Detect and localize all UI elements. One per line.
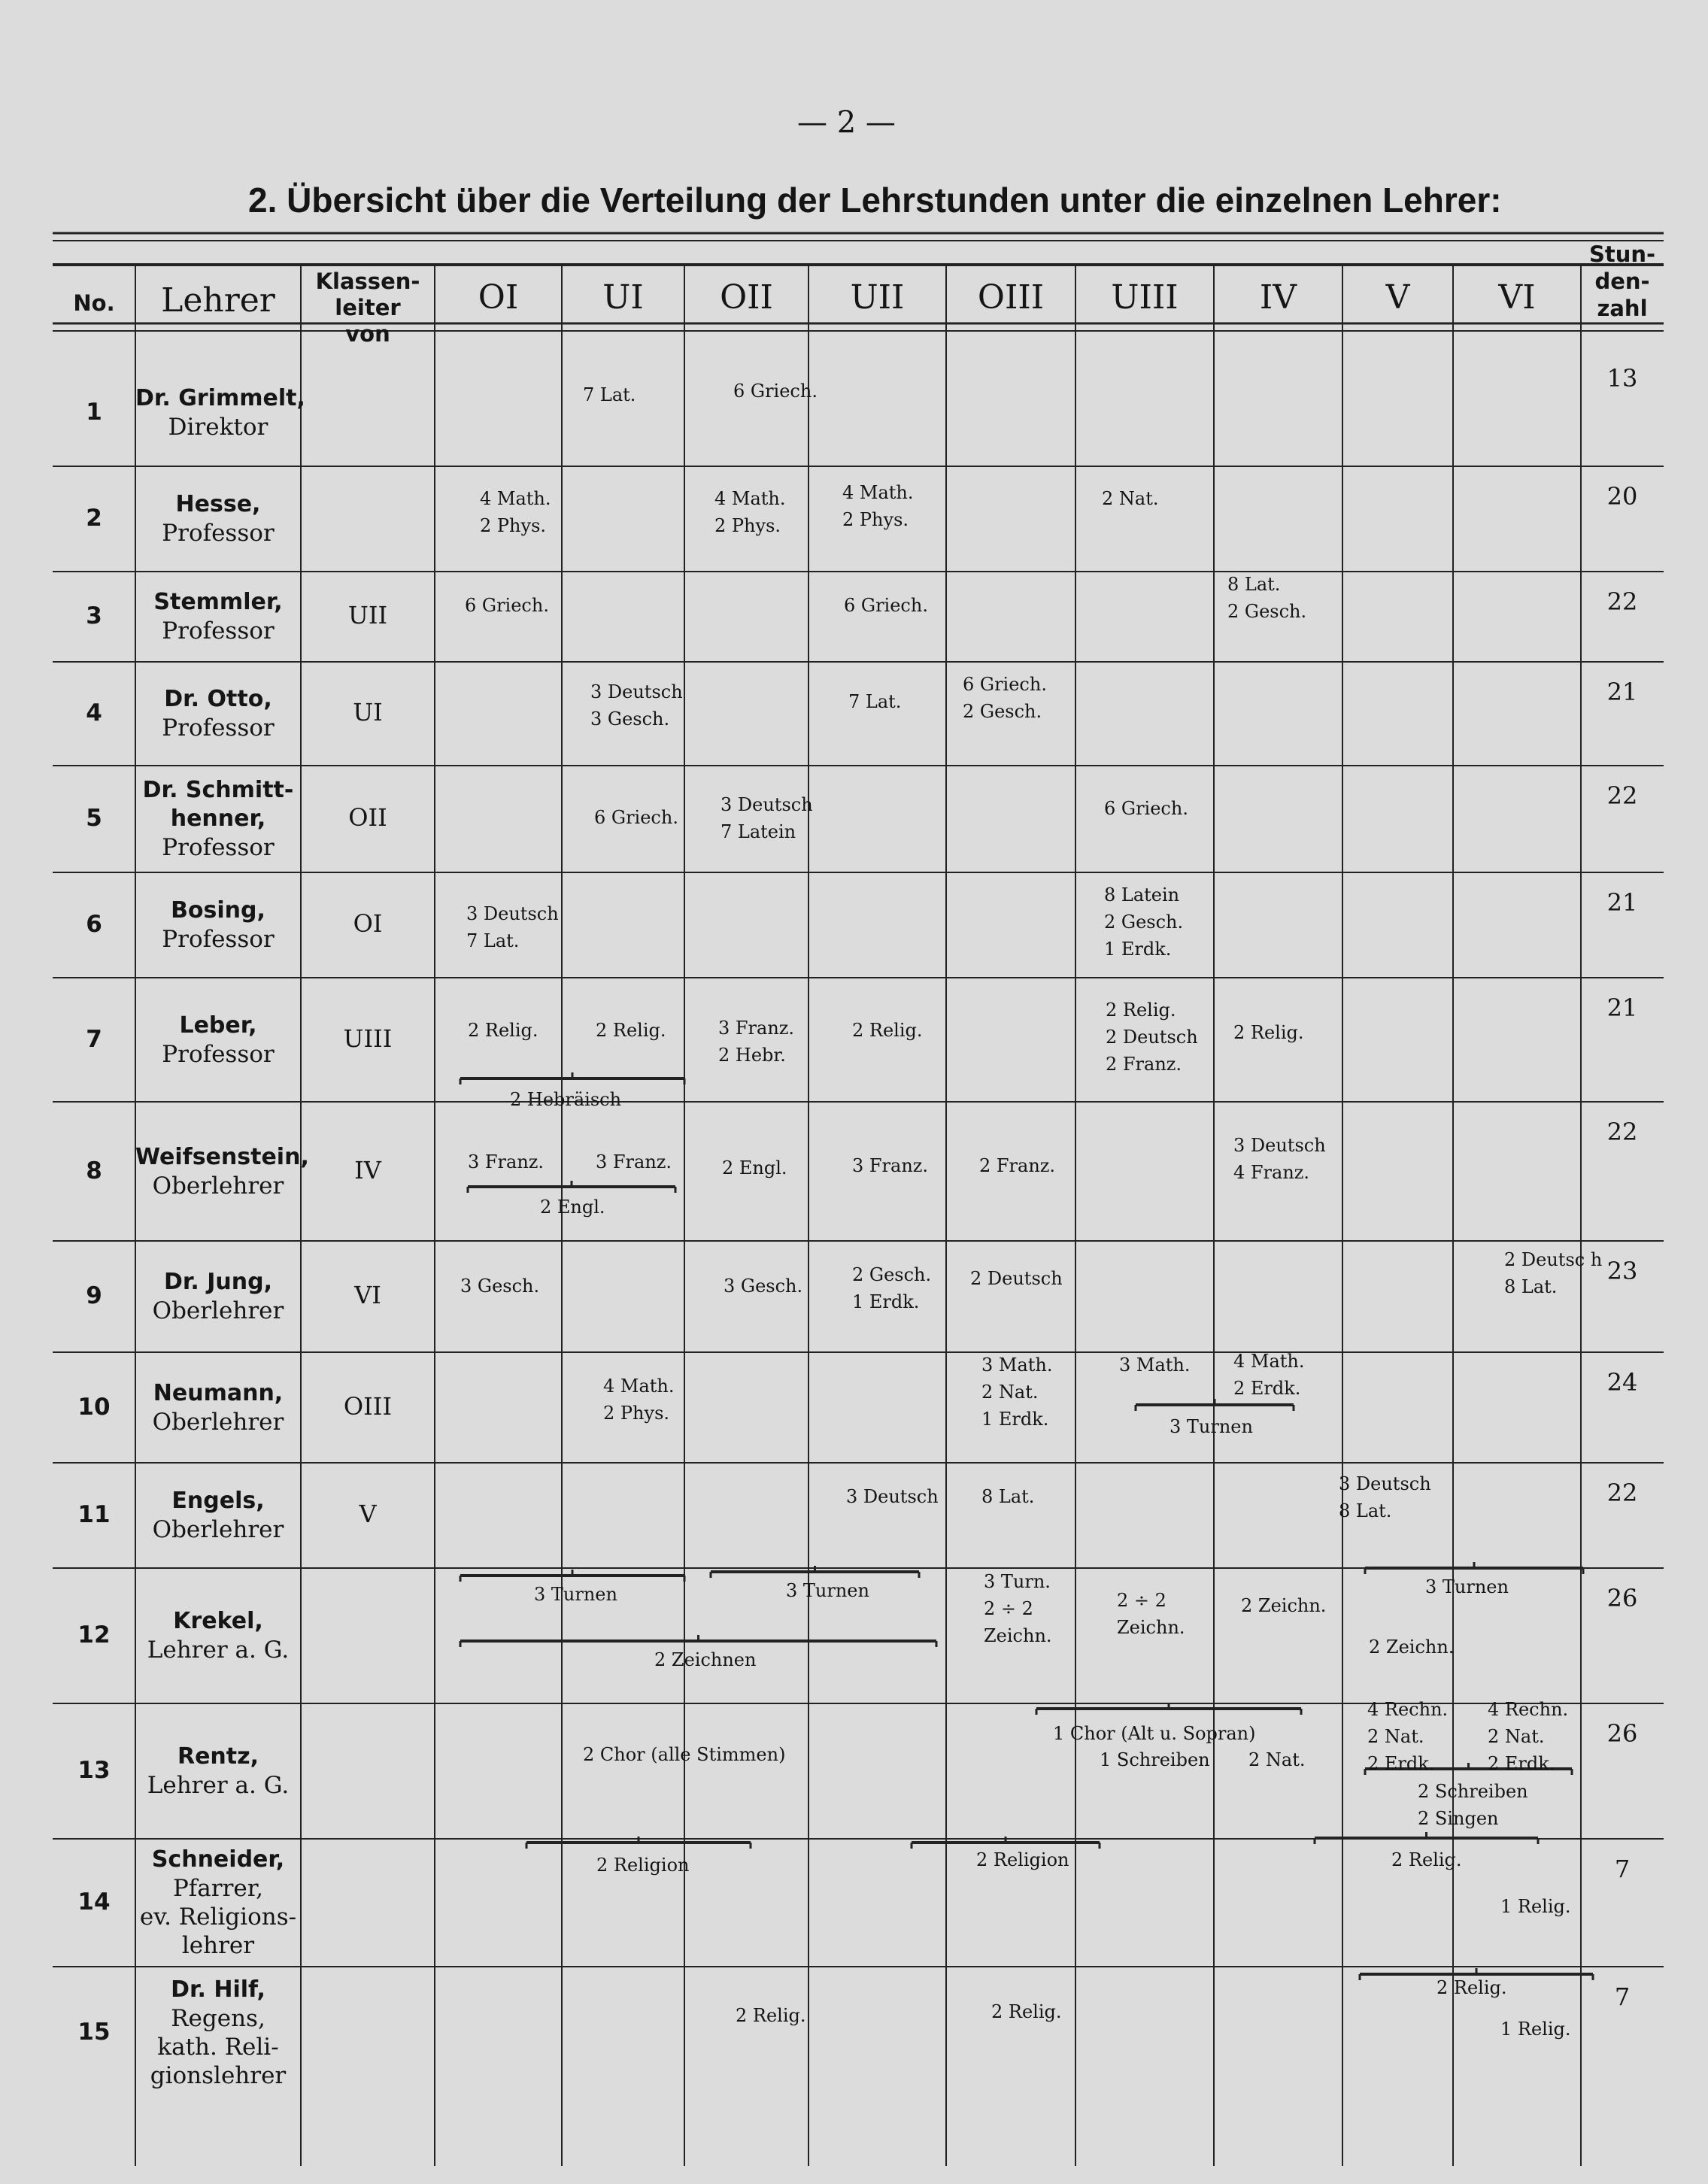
lesson-entry: 2 Gesch. — [963, 701, 1042, 722]
header-class-oi: OI — [478, 278, 519, 317]
lesson-entry: 1 Erdk. — [981, 1409, 1049, 1430]
lesson-entry: 2 Engl. — [540, 1197, 605, 1218]
header-class-v: V — [1385, 278, 1410, 317]
lesson-entry: 7 Latein — [721, 821, 796, 842]
lesson-entry: 2 Nat. — [1102, 488, 1159, 509]
klassenleiter: UIII — [343, 1024, 393, 1053]
row-number: 2 — [86, 505, 102, 532]
teacher-title: kath. Reli- — [157, 2033, 279, 2061]
row-number: 4 — [86, 699, 102, 726]
lesson-entry: 2 Zeichn. — [1241, 1595, 1327, 1616]
row-number: 9 — [86, 1282, 102, 1309]
lesson-entry: 6 Griech. — [963, 674, 1047, 695]
row-number: 3 — [86, 602, 102, 629]
row-number: 8 — [86, 1157, 102, 1185]
lesson-entry: 2 Relig. — [736, 2005, 806, 2026]
teacher-name: Leber, — [179, 1012, 257, 1039]
teacher-name: Stemmler, — [153, 589, 283, 615]
row-number: 7 — [86, 1025, 102, 1053]
total-hours: 22 — [1606, 781, 1638, 810]
teacher-name: Weifsenstein, — [135, 1143, 309, 1170]
lesson-entry: 8 Lat. — [1504, 1276, 1558, 1297]
teacher-title: Oberlehrer — [152, 1408, 284, 1436]
lesson-entry: Zeichn. — [1117, 1617, 1185, 1638]
teacher-title: Direktor — [168, 414, 268, 441]
lesson-entry: Zeichn. — [984, 1625, 1052, 1646]
teacher-title: gionslehrer — [150, 2061, 287, 2089]
header-klassenleiter: von — [345, 321, 390, 347]
lesson-entry: 4 Math. — [480, 488, 551, 509]
lesson-entry: 1 Relig. — [1500, 2019, 1571, 2040]
teacher-title: ev. Religions- — [139, 1903, 297, 1931]
teacher-title: Oberlehrer — [152, 1516, 284, 1543]
header-stundenzahl: zahl — [1597, 296, 1648, 321]
teacher-name: Dr. Hilf, — [171, 1976, 265, 2003]
teacher-name: Engels, — [171, 1488, 265, 1514]
lesson-entry: 8 Lat. — [981, 1486, 1035, 1507]
row-number: 15 — [77, 2018, 111, 2046]
lesson-entry: 2 Erdk. — [1367, 1753, 1435, 1774]
klassenleiter: OII — [348, 803, 387, 832]
lesson-entry: 6 Griech. — [733, 381, 818, 402]
header-class-vi: VI — [1498, 278, 1536, 317]
total-hours: 7 — [1614, 1855, 1631, 1883]
page-number: — 2 — — [797, 105, 896, 140]
total-hours: 13 — [1606, 364, 1638, 393]
teacher-title: Professor — [162, 834, 275, 861]
row-number: 14 — [77, 1888, 111, 1916]
header-class-ui: UI — [602, 278, 644, 317]
lesson-entry: 2 Hebräisch — [510, 1089, 622, 1110]
total-hours: 26 — [1606, 1719, 1638, 1748]
lesson-entry: 2 Erdk. — [1488, 1753, 1555, 1774]
total-hours: 26 — [1606, 1584, 1638, 1612]
teacher-name: Dr. Jung, — [163, 1269, 272, 1295]
row-number: 1 — [86, 399, 102, 426]
total-hours: 23 — [1606, 1257, 1638, 1285]
header-class-oii: OII — [720, 278, 773, 317]
lesson-entry: 2 Engl. — [722, 1157, 787, 1178]
teacher-title: Professor — [162, 617, 275, 645]
lesson-entry: 2 Relig. — [991, 2001, 1062, 2022]
lesson-entry: 2 Phys. — [842, 509, 909, 530]
lesson-entry: 3 Franz. — [468, 1151, 545, 1172]
teacher-name: henner, — [170, 805, 266, 832]
row-number: 13 — [77, 1757, 111, 1784]
lesson-entry: 2 Nat. — [981, 1382, 1039, 1403]
lesson-entry: 3 Franz. — [596, 1151, 672, 1172]
lesson-entry: 4 Franz. — [1233, 1162, 1310, 1183]
klassenleiter: VI — [354, 1281, 381, 1309]
klassenleiter: OI — [353, 909, 383, 938]
teacher-title: Lehrer a. G. — [147, 1772, 290, 1799]
total-hours: 21 — [1606, 993, 1638, 1022]
lesson-entry: 2 Religion — [976, 1849, 1069, 1870]
header-class-uii: UII — [850, 278, 905, 317]
row-number: 10 — [77, 1393, 111, 1421]
total-hours: 22 — [1606, 587, 1638, 616]
lesson-entry: 1 Erdk. — [1104, 939, 1172, 960]
teacher-name: Krekel, — [173, 1608, 263, 1634]
total-hours: 21 — [1606, 678, 1638, 706]
lesson-entry: 3 Franz. — [718, 1018, 795, 1039]
lesson-entry: 3 Gesch. — [724, 1276, 803, 1297]
teacher-name: Neumann, — [153, 1379, 284, 1406]
lesson-entry: 2 Gesch. — [1227, 601, 1307, 622]
total-hours: 22 — [1606, 1479, 1638, 1507]
lesson-entry: 7 Lat. — [583, 384, 636, 405]
lesson-entry: 2 Chor (alle Stimmen) — [583, 1744, 786, 1765]
header-stundenzahl: Stun- — [1588, 241, 1656, 267]
lesson-entry: 3 Gesch. — [460, 1276, 540, 1297]
lesson-entry: 2 Relig. — [1106, 999, 1176, 1021]
lesson-entry: 6 Griech. — [844, 595, 928, 616]
teacher-name: Dr. Otto, — [164, 686, 272, 712]
lesson-entry: 4 Rechn. — [1488, 1699, 1569, 1720]
row-number: 12 — [77, 1621, 111, 1649]
lesson-entry: 4 Rechn. — [1367, 1699, 1449, 1720]
lesson-entry: 2 ÷ 2 — [984, 1598, 1033, 1619]
lesson-entry: 3 Math. — [1119, 1354, 1191, 1376]
row-number: 11 — [77, 1501, 111, 1528]
klassenleiter: IV — [354, 1155, 381, 1185]
teacher-title: Pfarrer, — [172, 1875, 264, 1902]
lesson-entry: 2 Religion — [596, 1855, 690, 1876]
row-number: 6 — [86, 911, 102, 938]
header-class-iv: IV — [1259, 278, 1297, 317]
lesson-entry: 2 Deutsc h — [1504, 1249, 1603, 1270]
lesson-entry: 2 Franz. — [1106, 1054, 1182, 1075]
total-hours: 22 — [1606, 1118, 1638, 1146]
lesson-entry: 3 Gesch. — [590, 708, 670, 730]
header-class-uiii: UIII — [1111, 278, 1179, 317]
lesson-entry: 2 Nat. — [1488, 1726, 1545, 1747]
teacher-name: Hesse, — [175, 491, 261, 517]
lesson-entry: 2 Erdk. — [1233, 1378, 1301, 1399]
teacher-title: Oberlehrer — [152, 1297, 284, 1324]
lesson-entry: 4 Math. — [603, 1376, 675, 1397]
lesson-entry: 2 Gesch. — [852, 1264, 932, 1285]
teacher-title: Professor — [162, 1040, 275, 1068]
header-lehrer: Lehrer — [161, 281, 275, 320]
teacher-title: Oberlehrer — [152, 1172, 284, 1200]
lesson-entry: 3 Deutsch — [1339, 1473, 1431, 1494]
page-title: 2. Übersicht über die Verteilung der Lehrstunden unter die einzelnen Lehrer: — [248, 180, 1502, 220]
lesson-entry: 2 Phys. — [603, 1403, 670, 1424]
teacher-name: Dr. Schmitt- — [142, 777, 294, 803]
header-stundenzahl: den- — [1594, 268, 1650, 294]
lesson-entry: 8 Latein — [1104, 884, 1180, 905]
lesson-entry: 7 Lat. — [466, 930, 520, 951]
lesson-entry: 2 Deutsch — [970, 1268, 1063, 1289]
klassenleiter: OIII — [343, 1391, 393, 1421]
lesson-entry: 2 ÷ 2 — [1117, 1590, 1166, 1611]
row-number: 5 — [86, 805, 102, 832]
klassenleiter: UI — [353, 698, 383, 726]
teacher-name: Rentz, — [177, 1743, 259, 1770]
lesson-entry: 2 Hebr. — [718, 1045, 786, 1066]
lesson-entry: 2 Relig. — [1391, 1849, 1462, 1870]
lesson-entry: 3 Turnen — [786, 1580, 869, 1601]
total-hours: 7 — [1614, 1982, 1631, 2011]
lesson-entry: 1 Schreiben — [1100, 1749, 1210, 1770]
total-hours: 21 — [1606, 888, 1638, 917]
teacher-title: Professor — [162, 926, 275, 953]
lesson-entry: 3 Math. — [981, 1354, 1053, 1376]
teacher-title: Professor — [162, 714, 275, 742]
lesson-entry: 1 Erdk. — [852, 1291, 920, 1312]
lesson-entry: 2 Franz. — [979, 1155, 1056, 1176]
lesson-entry: 2 Relig. — [1436, 1977, 1507, 1998]
lesson-entry: 2 Zeichn. — [1369, 1636, 1455, 1658]
klassenleiter: UII — [347, 601, 388, 629]
lesson-entry: 2 Gesch. — [1104, 912, 1184, 933]
teacher-title: Professor — [162, 520, 275, 547]
lesson-entry: 4 Math. — [842, 482, 914, 503]
teacher-title: Regens, — [171, 2004, 265, 2032]
total-hours: 20 — [1606, 482, 1638, 511]
lesson-entry: 8 Lat. — [1339, 1500, 1392, 1521]
lesson-entry: 2 Nat. — [1248, 1749, 1306, 1770]
lesson-entry: 3 Deutsch — [590, 681, 683, 702]
lesson-entry: 7 Lat. — [848, 691, 902, 712]
header-klassenleiter: Klassen- — [315, 268, 420, 294]
lesson-entry: 6 Griech. — [465, 595, 549, 616]
lesson-entry: 2 Nat. — [1367, 1726, 1424, 1747]
teacher-name: Schneider, — [151, 1846, 285, 1873]
lesson-entry: 2 Phys. — [480, 515, 547, 536]
lesson-entry: 2 Deutsch — [1106, 1027, 1198, 1048]
lesson-entry: 3 Turn. — [984, 1571, 1051, 1592]
lesson-entry: 3 Deutsch — [846, 1486, 939, 1507]
header-no: No. — [73, 290, 115, 316]
lesson-entry: 3 Turnen — [1425, 1576, 1509, 1597]
teacher-title: Lehrer a. G. — [147, 1636, 290, 1664]
lesson-entry: 1 Relig. — [1500, 1896, 1571, 1917]
lesson-entry: 2 Schreiben — [1418, 1781, 1528, 1802]
lesson-entry: 2 Relig. — [468, 1020, 538, 1041]
lesson-entry: 6 Griech. — [594, 807, 678, 828]
lesson-entry: 3 Deutsch — [1233, 1135, 1326, 1156]
header-class-oiii: OIII — [977, 278, 1045, 317]
teacher-title: lehrer — [181, 1932, 255, 1959]
lesson-entry: 3 Deutsch — [466, 903, 559, 924]
lesson-entry: 4 Math. — [1233, 1351, 1305, 1372]
lesson-entry: 2 Relig. — [1233, 1022, 1304, 1043]
teacher-name: Bosing, — [171, 897, 265, 924]
lesson-entry: 2 Zeichnen — [654, 1649, 757, 1670]
lesson-entry: 2 Relig. — [852, 1020, 923, 1041]
lesson-entry: 3 Deutsch — [721, 794, 813, 815]
lesson-entry: 3 Franz. — [852, 1155, 929, 1176]
header-klassenleiter: leiter — [335, 295, 401, 320]
lesson-entry: 3 Turnen — [534, 1584, 617, 1605]
klassenleiter: V — [359, 1500, 377, 1528]
lesson-entry: 3 Turnen — [1170, 1416, 1253, 1437]
lesson-entry: 2 Relig. — [596, 1020, 666, 1041]
lesson-entry: 2 Singen — [1418, 1808, 1499, 1829]
lesson-entry: 4 Math. — [714, 488, 786, 509]
lesson-entry: 1 Chor (Alt u. Sopran) — [1053, 1723, 1256, 1744]
lesson-entry: 6 Griech. — [1104, 798, 1188, 819]
lesson-entry: 8 Lat. — [1227, 574, 1281, 595]
total-hours: 24 — [1606, 1368, 1638, 1397]
lesson-entry: 2 Phys. — [714, 515, 781, 536]
teacher-name: Dr. Grimmelt, — [135, 385, 305, 411]
